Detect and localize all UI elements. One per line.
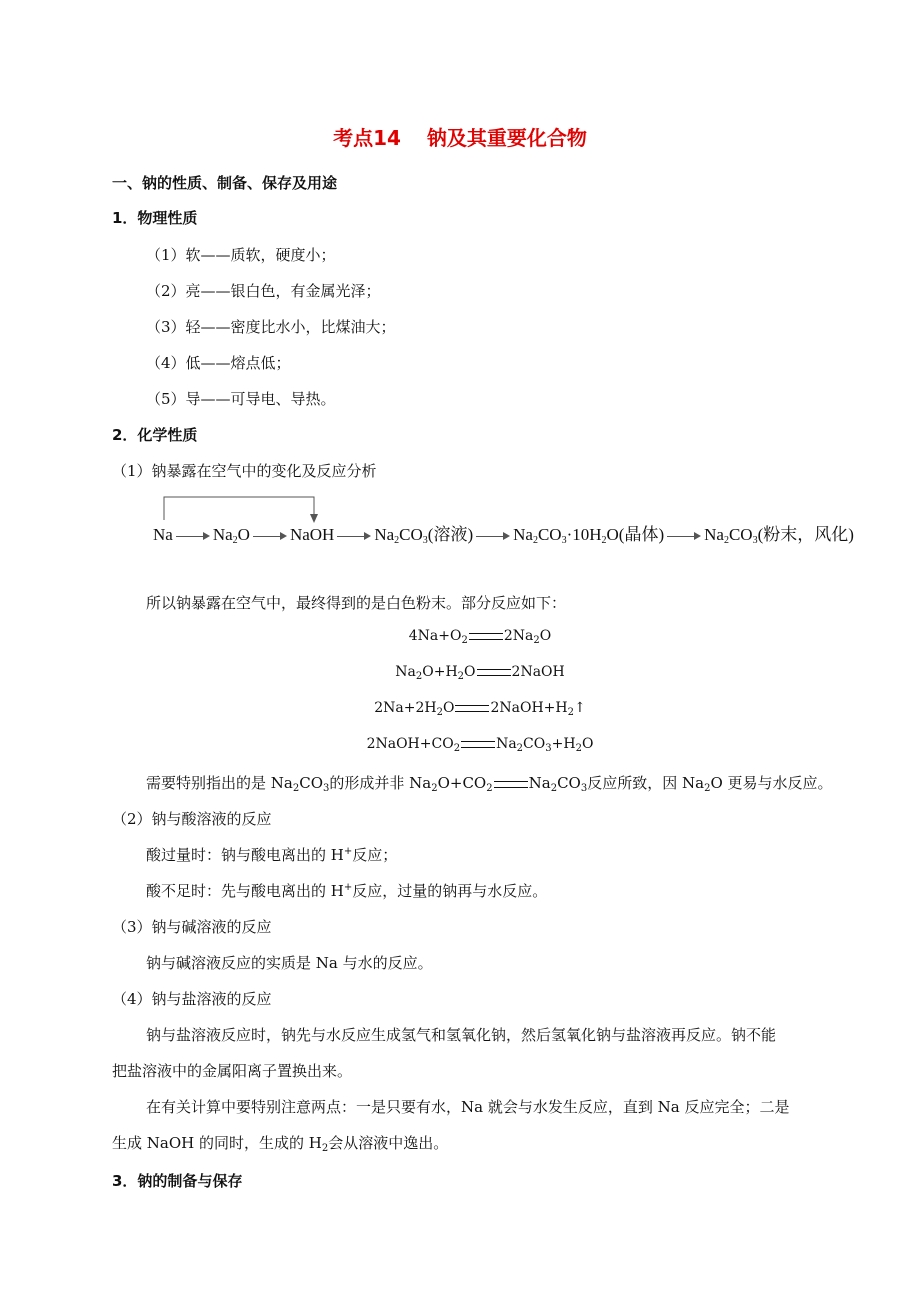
section-heading-1: 一、钠的性质、制备、保存及用途 [112,174,338,192]
flow-na2co3-powder: $Na_2CO_3$(粉末，风化) [704,525,854,546]
physical-item-1: （1）软——质软，硬度小； [146,246,336,264]
calc-paragraph-line-2: 生成 NaOH 的同时，生成的 $H_2$会从溶液中逸出。 [112,1134,449,1154]
equation-2: $Na_2O+H_2O$ 2NaOH [395,664,565,682]
part3-heading: （3）钠与碱溶液的反应 [112,918,272,936]
page-title [0,122,920,151]
flow-na2co3-crystal: $Na_2CO_3\cdot 10H_2O$(晶体) [513,525,665,546]
part2-heading: （2）钠与酸溶液的反应 [112,810,272,828]
equation-4: $2NaOH+CO_2$ $Na_2CO_3+H_2O$ [366,736,594,754]
flow-na2o: $Na_2O$ [212,525,250,546]
equals-sign [477,669,511,676]
physical-item-3: （3）轻——密度比水小，比煤油大； [146,318,396,336]
exposure-intro: 所以钠暴露在空气中，最终得到的是白色粉末。部分反应如下： [146,594,567,612]
equation-1: $4Na+O_2$ $2Na_2O$ [408,628,552,646]
part1-heading: （1）钠暴露在空气中的变化及反应分析 [112,462,377,480]
sub-heading-physical: 1．物理性质 [112,209,198,227]
equals-sign [461,741,495,748]
title-number: 考点14 [333,126,401,150]
flow-na2co3-solution: $Na_2CO_3$(溶液) [374,525,474,546]
flow-arrow-1 [176,531,210,541]
equation-3: $2Na+2H_2O$ $2NaOH+H_2↑$ [374,700,586,718]
acid-excess-line: 酸过量时：钠与酸电离出的 H+反应； [146,846,398,864]
flow-na: Na [153,525,173,544]
flow-arrow-3 [337,531,371,541]
part4-heading: （4）钠与盐溶液的反应 [112,990,272,1008]
flow-arrow-4 [476,531,510,541]
flow-naoh: NaOH [289,525,335,544]
exposure-flow [153,520,854,545]
equals-sign [455,705,489,712]
flow-arrow-5 [667,531,701,541]
equals-sign [469,633,503,640]
physical-item-2: （2）亮——银白色，有金属光泽； [146,282,381,300]
salt-paragraph-line-2: 把盐溶液中的金属阳离子置换出来。 [112,1062,353,1080]
sub-heading-chemical: 2．化学性质 [112,426,198,444]
base-reaction-line: 钠与碱溶液反应的实质是 Na 与水的反应。 [146,954,433,972]
special-note: 需要特别指出的是 $Na_2CO_3$的形成并非 $Na_2O+CO_2$ $Na_2CO_3$反应所致，因 $Na_2O$ 更易与水反应。 [146,774,833,794]
sub-heading-preparation: 3．钠的制备与保存 [112,1172,243,1190]
physical-item-4: （4）低——熔点低； [146,354,291,372]
physical-item-5: （5）导——可导电、导热。 [146,390,336,408]
calc-paragraph-line-1: 在有关计算中要特别注意两点：一是只要有水，Na 就会与水发生反应，直到 Na 反应完全；二是 [146,1098,790,1116]
acid-insufficient-line: 酸不足时：先与酸电离出的 H+反应，过量的钠再与水反应。 [146,882,548,900]
equals-sign [494,781,528,788]
salt-paragraph-line-1: 钠与盐溶液反应时，钠先与水反应生成氢气和氢氧化钠，然后氢氧化钠与盐溶液再反应。钠不能 [146,1026,777,1044]
flow-arrow-2 [253,531,287,541]
title-text: 钠及其重要化合物 [426,126,587,150]
